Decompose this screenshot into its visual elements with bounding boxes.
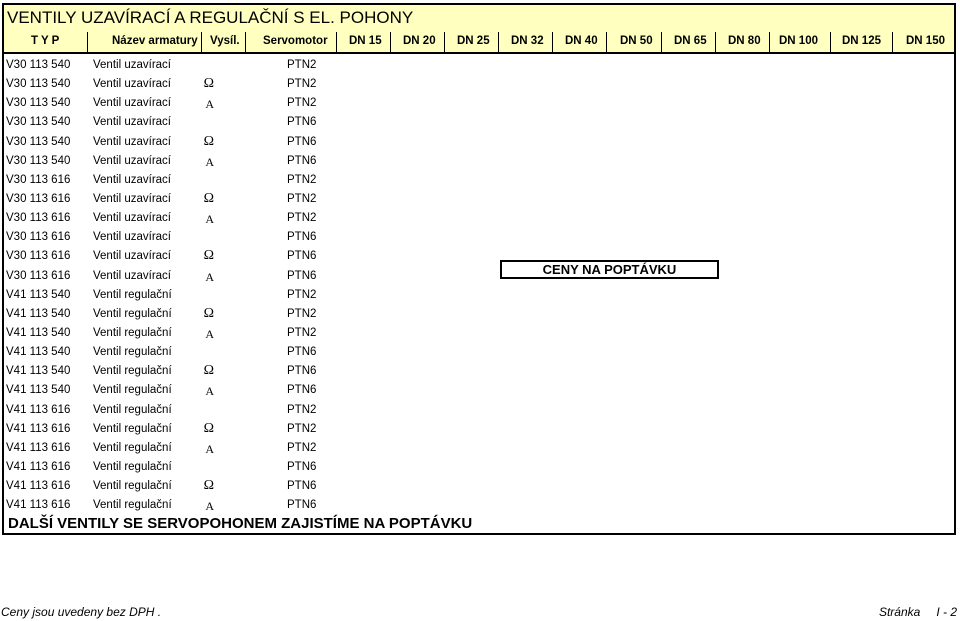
row-name: Ventil uzavírací [93,250,171,263]
header-dn65: DN 65 [674,35,707,47]
row-servomotor: PTN2 [287,403,317,416]
header-dn32: DN 32 [511,35,544,47]
row-name: Ventil regulační [93,441,172,454]
row-name: Ventil regulační [93,384,172,397]
row-name: Ventil regulační [93,499,172,512]
row-type: V30 113 540 [6,116,71,129]
row-servomotor: PTN2 [287,307,317,320]
table-row [4,362,954,381]
row-type: V30 113 616 [6,212,71,225]
row-type: V41 113 616 [6,499,71,512]
row-servomotor: PTN2 [287,212,317,225]
row-type: V30 113 540 [6,59,71,71]
row-servomotor: PTN6 [287,460,317,473]
row-name: Ventil regulační [93,288,172,301]
row-name: Ventil uzavírací [93,59,171,71]
table-row [4,324,954,343]
header-dn20: DN 20 [403,35,436,47]
table-row [4,343,954,362]
table-row [4,477,954,496]
row-type: V41 113 616 [6,422,71,435]
row-name: Ventil uzavírací [93,192,171,205]
row-servomotor: PTN6 [287,384,317,397]
header-dn15: DN 15 [349,35,382,47]
row-servomotor: PTN6 [287,135,317,148]
row-servomotor: PTN2 [287,441,317,454]
table-row [4,152,954,171]
table-row [4,420,954,439]
row-servomotor: PTN6 [287,250,317,263]
row-type: V30 113 540 [6,78,71,91]
row-type: V41 113 540 [6,307,71,320]
table-row [4,381,954,400]
table-row [4,228,954,247]
row-servomotor: PTN2 [287,59,317,71]
column-header-row [4,32,954,54]
row-name: Ventil uzavírací [93,78,171,91]
row-servomotor: PTN6 [287,499,317,512]
row-type: V30 113 540 [6,154,71,167]
row-signal: A [205,97,214,112]
more-valves-note: DALŠÍ VENTILY SE SERVOPOHONEM ZAJISTÍME NA POPTÁVKU [8,515,473,532]
row-type: V41 113 616 [6,441,71,454]
table-row [4,56,954,75]
row-type: V41 113 540 [6,365,71,378]
row-servomotor: PTN2 [287,173,317,186]
table-row [4,75,954,94]
row-type: V41 113 616 [6,403,71,416]
row-name: Ventil regulační [93,460,172,473]
table-row [4,94,954,113]
table-row [4,305,954,324]
row-servomotor: PTN2 [287,326,317,339]
row-name: Ventil regulační [93,480,172,493]
row-type: V41 113 540 [6,326,71,339]
page-label: Stránka [878,605,921,619]
table-row [4,113,954,132]
row-name: Ventil regulační [93,403,172,416]
table-row [4,267,954,286]
row-signal: A [205,326,214,341]
row-signal: Ω [203,363,214,379]
table-row [4,209,954,228]
row-signal: A [205,154,214,169]
row-type: V41 113 540 [6,346,71,359]
row-type: V30 113 616 [6,250,71,263]
row-signal: A [205,441,214,456]
row-type: V41 113 616 [6,480,71,493]
row-name: Ventil uzavírací [93,135,171,148]
row-servomotor: PTN6 [287,154,317,167]
row-servomotor: PTN2 [287,97,317,110]
row-name: Ventil uzavírací [93,173,171,186]
row-name: Ventil uzavírací [93,269,171,282]
row-type: V41 113 616 [6,460,71,473]
row-servomotor: PTN6 [287,365,317,378]
row-name: Ventil regulační [93,307,172,320]
table-row [4,171,954,190]
row-name: Ventil uzavírací [93,231,171,244]
row-type: V30 113 616 [6,231,71,244]
row-name: Ventil regulační [93,422,172,435]
valve-table [4,56,954,515]
row-signal: Ω [203,133,214,149]
header-dn150: DN 150 [906,35,945,47]
header-dn40: DN 40 [565,35,598,47]
header-servomotor: Servomotor [263,35,328,47]
row-name: Ventil uzavírací [93,116,171,129]
row-type: V41 113 540 [6,384,71,397]
table-row [4,496,954,515]
row-name: Ventil regulační [93,346,172,359]
row-type: V30 113 616 [6,192,71,205]
table-row [4,401,954,420]
header-typ: T Y P [31,35,60,47]
table-row [4,439,954,458]
row-name: Ventil regulační [93,365,172,378]
row-signal: Ω [203,478,214,494]
row-signal: Ω [203,76,214,92]
page-title: VENTILY UZAVÍRACÍ A REGULAČNÍ S EL. POHONY [7,8,414,27]
row-servomotor: PTN2 [287,422,317,435]
row-name: Ventil uzavírací [93,212,171,225]
price-sheet [2,3,956,535]
row-signal: A [205,212,214,227]
title-row [4,5,954,33]
page-indicator [879,605,957,619]
header-vysil: Vysíl. [210,35,240,47]
table-row [4,458,954,477]
row-signal: Ω [203,190,214,206]
row-servomotor: PTN6 [287,346,317,359]
row-signal: A [205,499,214,514]
header-dn25: DN 25 [457,35,490,47]
header-nazev: Název armatury [112,35,198,47]
header-dn50: DN 50 [620,35,653,47]
row-servomotor: PTN2 [287,192,317,205]
row-servomotor: PTN6 [287,269,317,282]
table-row [4,286,954,305]
table-row [4,190,954,209]
price-on-request-box: CENY NA POPTÁVKU [500,260,719,279]
row-servomotor: PTN2 [287,288,317,301]
header-dn125: DN 125 [842,35,881,47]
row-name: Ventil regulační [93,326,172,339]
row-servomotor: PTN6 [287,231,317,244]
row-type: V30 113 540 [6,135,71,148]
row-servomotor: PTN2 [287,78,317,91]
table-row [4,133,954,152]
row-signal: A [205,269,214,284]
row-signal: Ω [203,305,214,321]
row-type: V30 113 540 [6,97,71,110]
header-dn80: DN 80 [728,35,761,47]
row-type: V30 113 616 [6,173,71,186]
table-row [4,247,954,266]
row-servomotor: PTN6 [287,480,317,493]
row-name: Ventil uzavírací [93,154,171,167]
row-servomotor: PTN6 [287,116,317,129]
vat-note: Ceny jsou uvedeny bez DPH . [1,605,162,619]
row-name: Ventil uzavírací [93,97,171,110]
header-dn100: DN 100 [779,35,818,47]
row-signal: Ω [203,420,214,436]
page-number: I - 2 [936,605,957,619]
row-signal: A [205,384,214,399]
row-type: V41 113 540 [6,288,71,301]
row-type: V30 113 616 [6,269,71,282]
row-signal: Ω [203,248,214,264]
